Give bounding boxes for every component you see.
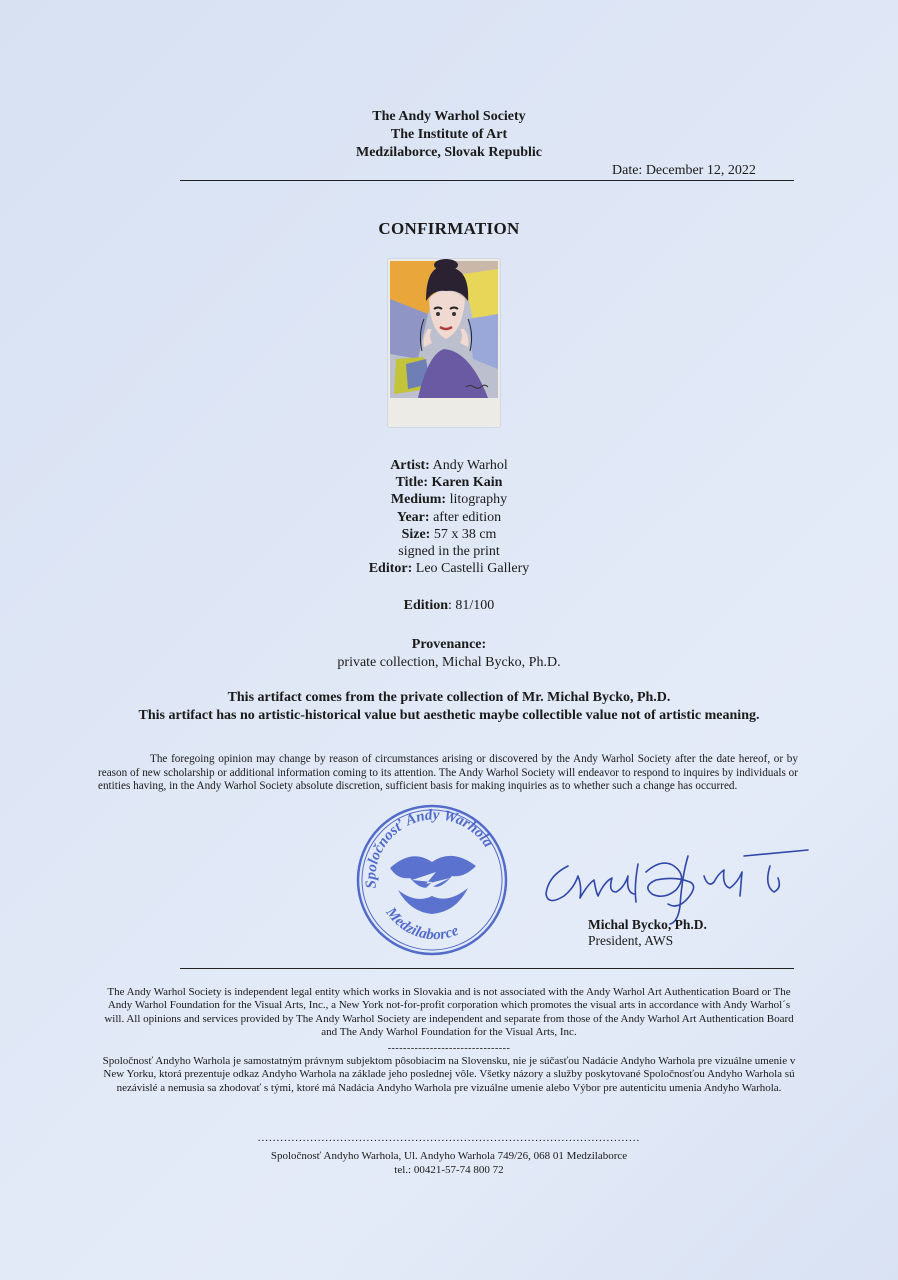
letterhead [0, 108, 898, 162]
artist-label: Artist: [390, 458, 430, 473]
stamp-seal-icon [352, 800, 512, 960]
provenance-value: private collection, Michal Bycko, Ph.D. [337, 655, 561, 670]
provenance [0, 636, 898, 672]
letterhead-institute: The Institute of Art [390, 127, 508, 142]
edition-value: : 81/100 [448, 598, 495, 613]
signer-role: President, AWS [588, 933, 674, 948]
medium-value: litography [449, 492, 508, 508]
size-label: Size: [401, 526, 431, 542]
size-value: 57 x 38 cm [433, 526, 497, 542]
artwork-photo [388, 259, 500, 427]
editor-row [0, 560, 898, 577]
editor-label: Editor: [368, 561, 413, 577]
title-row [0, 474, 898, 491]
top-divider [180, 180, 794, 181]
footer-english: The Andy Warhol Society is independent legal entity which works in Slovakia and is not associated with the Andy Warhol Art Authentication Board or The Andy Warhol Foundation for the Visual Arts, Inc., a New York not-for-profit corporation which promotes the visual arts in accordance with Andy Warhol´s will. All opinions and services provided by The Andy Warhol Society are independent and separate from those of the Andy Warhol Art Authentication Board and The Andy Warhol Foundation for the Visual Arts, Inc. [104, 986, 794, 1039]
handwritten-signature [538, 836, 818, 926]
year-value: after edition [433, 509, 502, 525]
letterhead-society: The Andy Warhol Society [372, 109, 526, 124]
address-line: Spoločnosť Andyho Warhola, Ul. Andyho Warhola 749/26, 068 01 Medzilaborce [270, 1150, 628, 1162]
artwork-details [0, 457, 898, 577]
artifact-statement [0, 689, 898, 725]
artist-row [0, 457, 898, 474]
title-label: Title: [395, 475, 428, 491]
medium-label: Medium: [390, 492, 447, 508]
edition-label: Edition [403, 598, 449, 613]
provenance-label: Provenance: [411, 637, 487, 652]
footer-separator: -------------------------------- [387, 1043, 511, 1054]
document-title: CONFIRMATION [378, 219, 520, 238]
document-date: Date: December 12, 2022 [612, 163, 756, 178]
medium-row [0, 491, 898, 508]
edition-line [0, 598, 898, 614]
signer-name: Michal Bycko, Ph.D. [588, 917, 707, 932]
letterhead-location: Medzilaborce, Slovak Republic [355, 145, 543, 160]
stamp-text-bottom: Medzilaborce [382, 904, 461, 944]
year-row [0, 509, 898, 526]
address-block [0, 1150, 898, 1177]
year-label: Year: [396, 509, 430, 525]
signed-row: signed in the print [398, 544, 500, 560]
address-dotted-line: ...................................................................................................... [257, 1132, 641, 1144]
society-stamp [352, 800, 512, 960]
artist-value: Andy Warhol [432, 458, 508, 473]
disclaimer-paragraph: The foregoing opinion may change by reason of circumstances arising or discovered by the Andy Warhol Society after the date hereof, or by reason of new scholarship or additional information coming to its attention. The Andy Warhol Society will endeavor to respond to inquires by individuals or entities having, in the Andy Warhol Society absolute discretion, sufficient basis for making inquiries as to whether such a change has occurred. [98, 753, 798, 793]
footer-slovak: Spoločnosť Andyho Warhola je samostatným právnym subjektom pôsobiacim na Slovensku, nie je súčasťou Nadácie Andyho Warhola pre vizuálne umenie v New Yorku, ktorá prezentuje odkaz Andyho Warhola na základe jeho poslednej vôle. Všetky názory a služby poskytované Spoločnosťou Andyho Warhola sú nezávislé a nemusia sa zhodovať s tými, ktoré má Nadácia Andyho Warhola pre vizuálne umenie alebo Výbor pre autenticitu umenia Andyho Warhola. [102, 1055, 796, 1094]
statement-line-1: This artifact comes from the private collection of Mr. Michal Bycko, Ph.D. [227, 690, 671, 705]
signature-image [538, 836, 818, 926]
artwork-image [388, 259, 500, 427]
editor-value: Leo Castelli Gallery [415, 561, 530, 577]
statement-line-2: This artifact has no artistic-historical value but aesthetic maybe collectible value not of artistic meaning. [138, 708, 760, 723]
signer-block [588, 917, 707, 949]
phone-line: tel.: 00421-57-74 800 72 [394, 1163, 504, 1176]
stamp-text-top: Spoločnosť Andy Warhola [363, 807, 496, 890]
footer-divider [180, 968, 794, 969]
size-row [0, 526, 898, 543]
title-value: Karen Kain [431, 475, 503, 491]
